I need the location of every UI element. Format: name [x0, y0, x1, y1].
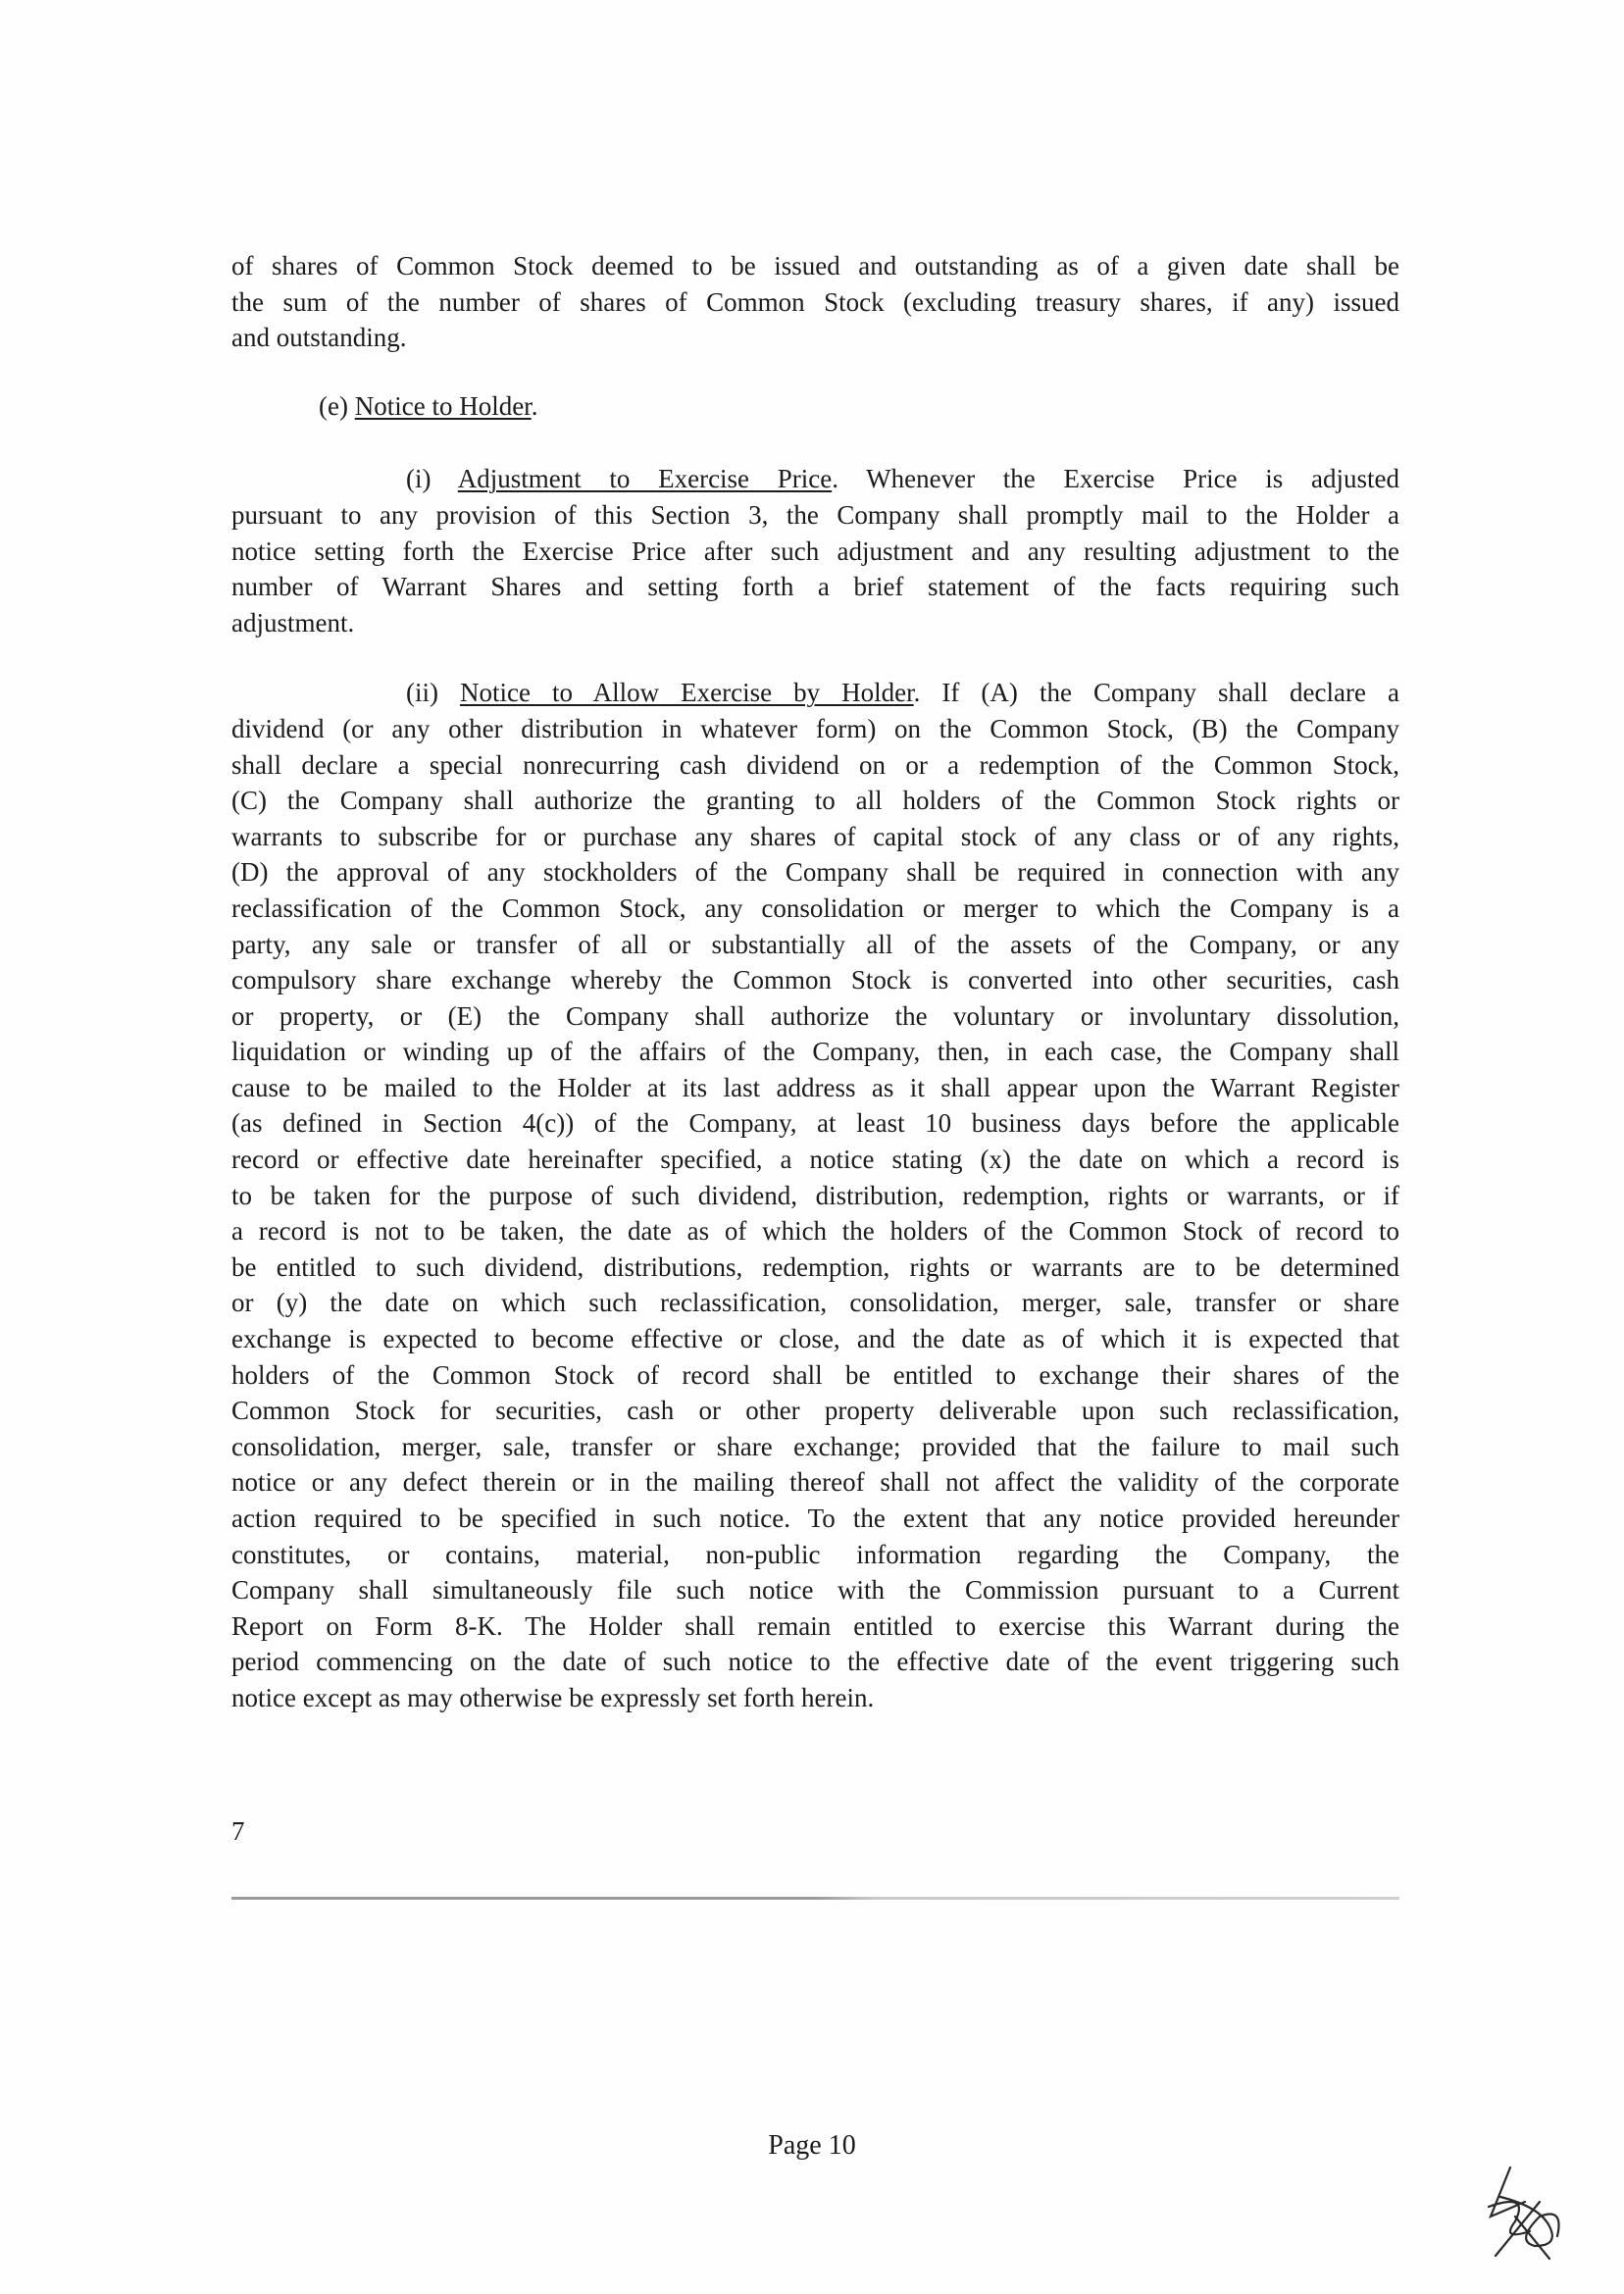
section-heading-e — [231, 388, 1399, 425]
text-line: party, any sale or transfer of all or substantially all of the assets of the Company, or any — [231, 929, 1399, 959]
text-line: or (y) the date on which such reclassification, consolidation, merger, sale, transfer or share — [231, 1288, 1399, 1318]
text-line: Company shall simultaneously file such notice with the Commission pursuant to a Current — [231, 1575, 1399, 1606]
text-line: be entitled to such dividend, distributions, redemption, rights or warrants are to be determined — [231, 1251, 1399, 1282]
paragraph-continuation — [231, 248, 1399, 356]
subsection-title: Notice to Allow Exercise by Holder — [460, 678, 914, 708]
text-line: warrants to subscribe for or purchase any shares of capital stock of any class or of any rights, — [231, 821, 1399, 851]
text-line: constitutes, or contains, material, non-public information regarding the Company, the — [231, 1539, 1399, 1569]
text-line: Common Stock for securities, cash or other property deliverable upon such reclassification, — [231, 1396, 1399, 1426]
subsection-ii-paragraph — [231, 675, 1399, 1715]
text-line: (as defined in Section 4(c)) of the Company, at least 10 business days before the applicable — [231, 1108, 1399, 1139]
subsection-prefix: (ii) — [406, 678, 461, 708]
text-line: Report on Form 8-K. The Holder shall remain entitled to exercise this Warrant during the — [231, 1610, 1399, 1641]
text-line: period commencing on the date of such notice to the effective date of the event triggering such — [231, 1647, 1399, 1677]
subsection-first-line-text: . Whenever the Exercise Price is adjusted — [832, 464, 1399, 494]
text-line: to be taken for the purpose of such dividend, distribution, redemption, rights or warrants, or if — [231, 1180, 1399, 1210]
text-line: of shares of Common Stock deemed to be issued and outstanding as of a given date shall be — [231, 251, 1399, 280]
text-line: or property, or (E) the Company shall authorize the voluntary or involuntary dissolution, — [231, 1000, 1399, 1031]
text-line: exchange is expected to become effective or close, and the date as of which it is expected that — [231, 1324, 1399, 1354]
subsection-ii-first-line — [231, 675, 1399, 711]
text-line: reclassification of the Common Stock, any consolidation or merger to which the Company is a — [231, 892, 1399, 923]
text-line: (D) the approval of any stockholders of the Company shall be required in connection with any — [231, 857, 1399, 888]
text-line: the sum of the number of shares of Common Stock (excluding treasury shares, if any) issued — [231, 286, 1399, 317]
text-line: consolidation, merger, sale, transfer or share exchange; provided that the failure to mail such — [231, 1431, 1399, 1461]
text-line: notice setting forth the Exercise Price after such adjustment and any resulting adjustment to the — [231, 535, 1399, 566]
subsection-i-paragraph — [231, 461, 1399, 640]
section-title: Notice to Holder — [354, 390, 532, 421]
page-label: Page 10 — [768, 2130, 856, 2161]
signature-initials — [1471, 2163, 1579, 2261]
text-line: notice or any defect therein or in the mailing thereof shall not affect the validity of the corporate — [231, 1467, 1399, 1498]
subsection-first-line-text: . If (A) the Company shall declare a — [913, 678, 1399, 708]
text-line: cause to be mailed to the Holder at its last address as it shall appear upon the Warrant Register — [231, 1072, 1399, 1102]
text-line: pursuant to any provision of this Section 3, the Company shall promptly mail to the Holder a — [231, 499, 1399, 530]
text-line: action required to be specified in such notice. To the extent that any notice provided hereunder — [231, 1504, 1399, 1533]
text-line: shall declare a special nonrecurring cash dividend on or a redemption of the Common Stock, — [231, 749, 1399, 780]
subsection-i-first-line — [231, 461, 1399, 497]
text-line: compulsory share exchange whereby the Common Stock is converted into other securities, cash — [231, 965, 1399, 995]
text-line: record or effective date hereinafter specified, a notice stating (x) the date on which a record is — [231, 1145, 1399, 1175]
text-line: (C) the Company shall authorize the granting to all holders of the Common Stock rights or — [231, 786, 1399, 816]
section-prefix: (e) — [319, 390, 355, 421]
section-suffix: . — [531, 390, 538, 421]
document-page-number: 7 — [231, 1816, 245, 1846]
text-line: and outstanding. — [231, 323, 407, 353]
text-line: notice except as may otherwise be expressly set forth herein. — [231, 1682, 875, 1712]
subsection-title: Adjustment to Exercise Price — [457, 464, 833, 494]
subsection-prefix: (i) — [406, 464, 458, 494]
text-line: a record is not to be taken, the date as of which the holders of the Common Stock of record to — [231, 1216, 1399, 1247]
text-line: dividend (or any other distribution in whatever form) on the Common Stock, (B) the Company — [231, 713, 1399, 743]
document-body — [231, 248, 1399, 1716]
text-line: number of Warrant Shares and setting forth a brief statement of the facts requiring such — [231, 572, 1399, 602]
footer-divider — [231, 1897, 1399, 1900]
text-line: holders of the Common Stock of record shall be entitled to exchange their shares of the — [231, 1359, 1399, 1390]
text-line: adjustment. — [231, 607, 355, 637]
text-line: liquidation or winding up of the affairs of the Company, then, in each case, the Company shall — [231, 1037, 1399, 1067]
